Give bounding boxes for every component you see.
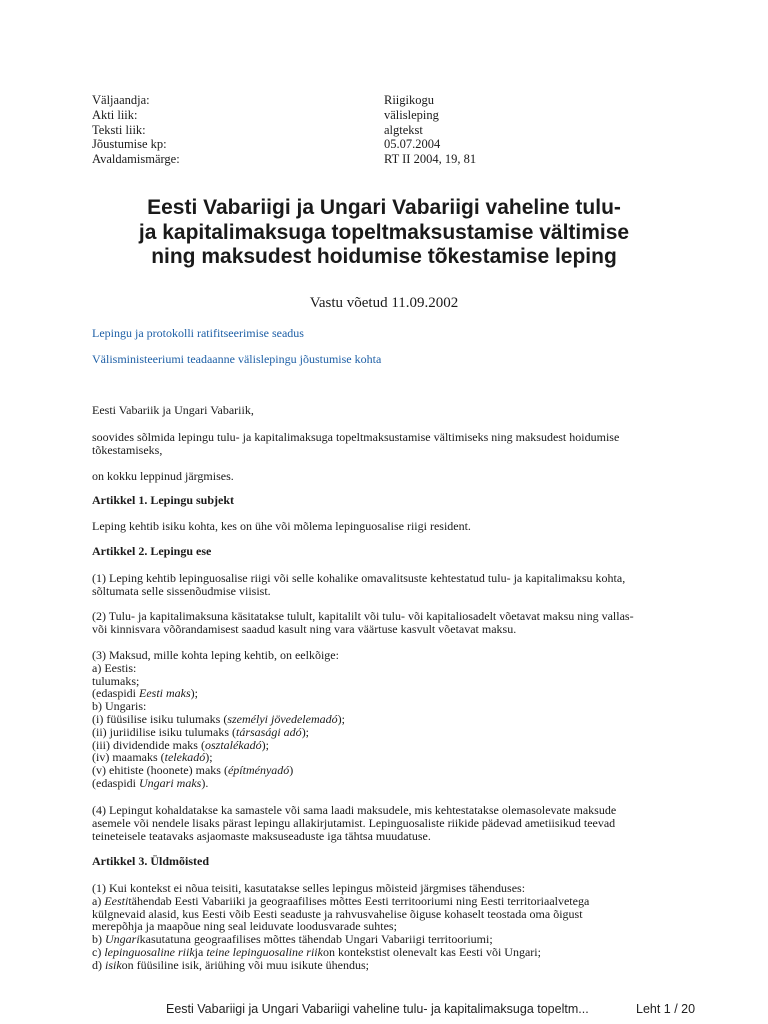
text-line: külgnevaid alasid, kus Eesti võib Eesti seaduste ja rahvusvahelise õiguse kohaselt teostada oma õigust (92, 906, 583, 921)
article-2-paragraph-1 (92, 572, 672, 598)
text-line: (4) Lepingut kohaldatakse ka samastele või sama laadi maksudele, mis kehtestatakse olemasolevate maksude (92, 803, 617, 817)
text-line: sõltumata selle sissenõudmise viisist. (92, 583, 271, 598)
article-1-text: Leping kehtib isiku kohta, kes on ühe või mõlema lepinguosalise riigi resident. (92, 519, 471, 533)
text-line: (3) Maksud, mille kohta leping kehtib, on eelkõige: (92, 648, 339, 662)
definition-item: b) Ungarikasutatuna geograafilises mõttes tähendab Ungari Vabariigi territooriumi; (92, 932, 493, 947)
adoption-date: Vastu võetud 11.09.2002 (309, 295, 459, 311)
metadata-value: algtekst (384, 122, 423, 137)
list-item: b) Ungaris: (92, 699, 147, 714)
metadata-value: 05.07.2004 (384, 137, 441, 152)
preamble-party: Eesti Vabariik ja Ungari Vabariik, (92, 403, 254, 417)
article-2-paragraph-3 (92, 649, 672, 790)
page-number: Leht 1 / 20 (636, 1002, 696, 1016)
definition-item: d) isikon füüsiline isik, äriühing või muu isikute ühendus; (92, 957, 369, 972)
metadata-label: Avaldamismärge: (92, 152, 180, 167)
metadata-row (92, 93, 652, 108)
definition-item: c) lepinguosaline riikja teine lepinguosaline riikon kontekstist olenevalt kas Eesti või Ungari; (92, 944, 541, 959)
list-item: (iv) maamaks (telekadó); (92, 750, 213, 765)
document-title (100, 196, 668, 270)
text-line: merepõhja ja maapõue ning seal leiduvate loodusvarade suhtes; (92, 919, 397, 934)
list-item: a) Eestis: (92, 660, 137, 675)
list-item: (i) füüsilise isiku tulumaks (személyi jövedelemadó); (92, 711, 345, 726)
metadata-label: Akti liik: (92, 107, 138, 122)
text-line: või kinnisvara võõrandamisest saadud kasult ning vara väärtuse kasvult võetavat maksu. (92, 621, 517, 636)
article-3-paragraph-1 (92, 882, 672, 972)
text-line: asemele või nendele lisaks pärast lepingu allakirjutamist. Lepinguosaliste riikide pädevad ametiisikud teevad (92, 815, 616, 830)
article-3-heading: Artikkel 3. Üldmõisted (92, 854, 209, 868)
text-line: (1) Leping kehtib lepinguosalise riigi või selle kohalike omavalitsuste kehtestatud tulu- ja kapitalimaksu kohta, (92, 571, 626, 585)
metadata-value: Riigikogu (384, 93, 435, 107)
list-item: (iii) dividendide maks (osztalékadó); (92, 737, 269, 752)
entry-into-force-notice-link[interactable]: Välisministeeriumi teadaanne välislepingu jõustumise kohta (92, 352, 382, 366)
article-2-paragraph-4 (92, 804, 672, 842)
metadata-row (92, 152, 652, 167)
preamble-purpose (92, 431, 672, 457)
text-line: (1) Kui kontekst ei nõua teisiti, kasutatakse selles lepingus mõisteid järgmises tähenduses: (92, 881, 526, 895)
article-2-heading: Artikkel 2. Lepingu ese (92, 544, 212, 558)
metadata-row (92, 137, 652, 152)
list-item: tulumaks; (92, 673, 140, 688)
metadata-value: RT II 2004, 19, 81 (384, 152, 477, 167)
list-item: (ii) juriidilise isiku tulumaks (társasági adó); (92, 724, 310, 739)
title-line: ja kapitalimaksuga topeltmaksustamise vältimise (138, 220, 630, 244)
metadata-label: Väljaandja: (92, 93, 150, 107)
list-item: (edaspidi Ungari maks). (92, 775, 209, 790)
list-item: (v) ehitiste (hoonete) maks (építményadó) (92, 763, 294, 778)
title-line: Eesti Vabariigi ja Ungari Vabariigi vaheline tulu- (147, 196, 621, 219)
metadata-row (92, 108, 652, 123)
article-1-heading: Artikkel 1. Lepingu subjekt (92, 493, 235, 507)
article-2-paragraph-2 (92, 610, 672, 636)
metadata-label: Jõustumise kp: (92, 137, 167, 152)
metadata-row (92, 123, 652, 138)
definition-item: a) Eestitähendab Eesti Vabariiki ja geograafilises mõttes Eesti territooriumi ning Eesti territoriaalvetega (92, 893, 590, 908)
preamble-agreement: on kokku leppinud järgmises. (92, 469, 234, 483)
metadata-value: välisleping (384, 107, 439, 122)
title-line: ning maksudest hoidumise tõkestamise leping (151, 245, 617, 268)
text-line: (2) Tulu- ja kapitalimaksuna käsitatakse tulult, kapitalilt või tulu- või kapitaliosadelt võetavat maksu ning vallas- (92, 609, 634, 623)
metadata-table (92, 93, 652, 167)
metadata-label: Teksti liik: (92, 122, 146, 137)
footer-document-title: Eesti Vabariigi ja Ungari Vabariigi vaheline tulu- ja kapitalimaksuga topeltm... (166, 1002, 589, 1016)
text-line: tõkestamiseks, (92, 442, 163, 457)
text-line: teineteisele teatavaks asjaomaste maksuseaduste iga tähtsa muudatuse. (92, 828, 431, 843)
ratification-act-link[interactable]: Lepingu ja protokolli ratifitseerimise seadus (92, 326, 304, 340)
page-footer (0, 1002, 768, 1022)
text-line: soovides sõlmida lepingu tulu- ja kapitalimaksuga topeltmaksustamise vältimiseks ning maksudest hoidumise (92, 430, 620, 444)
list-item: (edaspidi Eesti maks); (92, 686, 198, 701)
